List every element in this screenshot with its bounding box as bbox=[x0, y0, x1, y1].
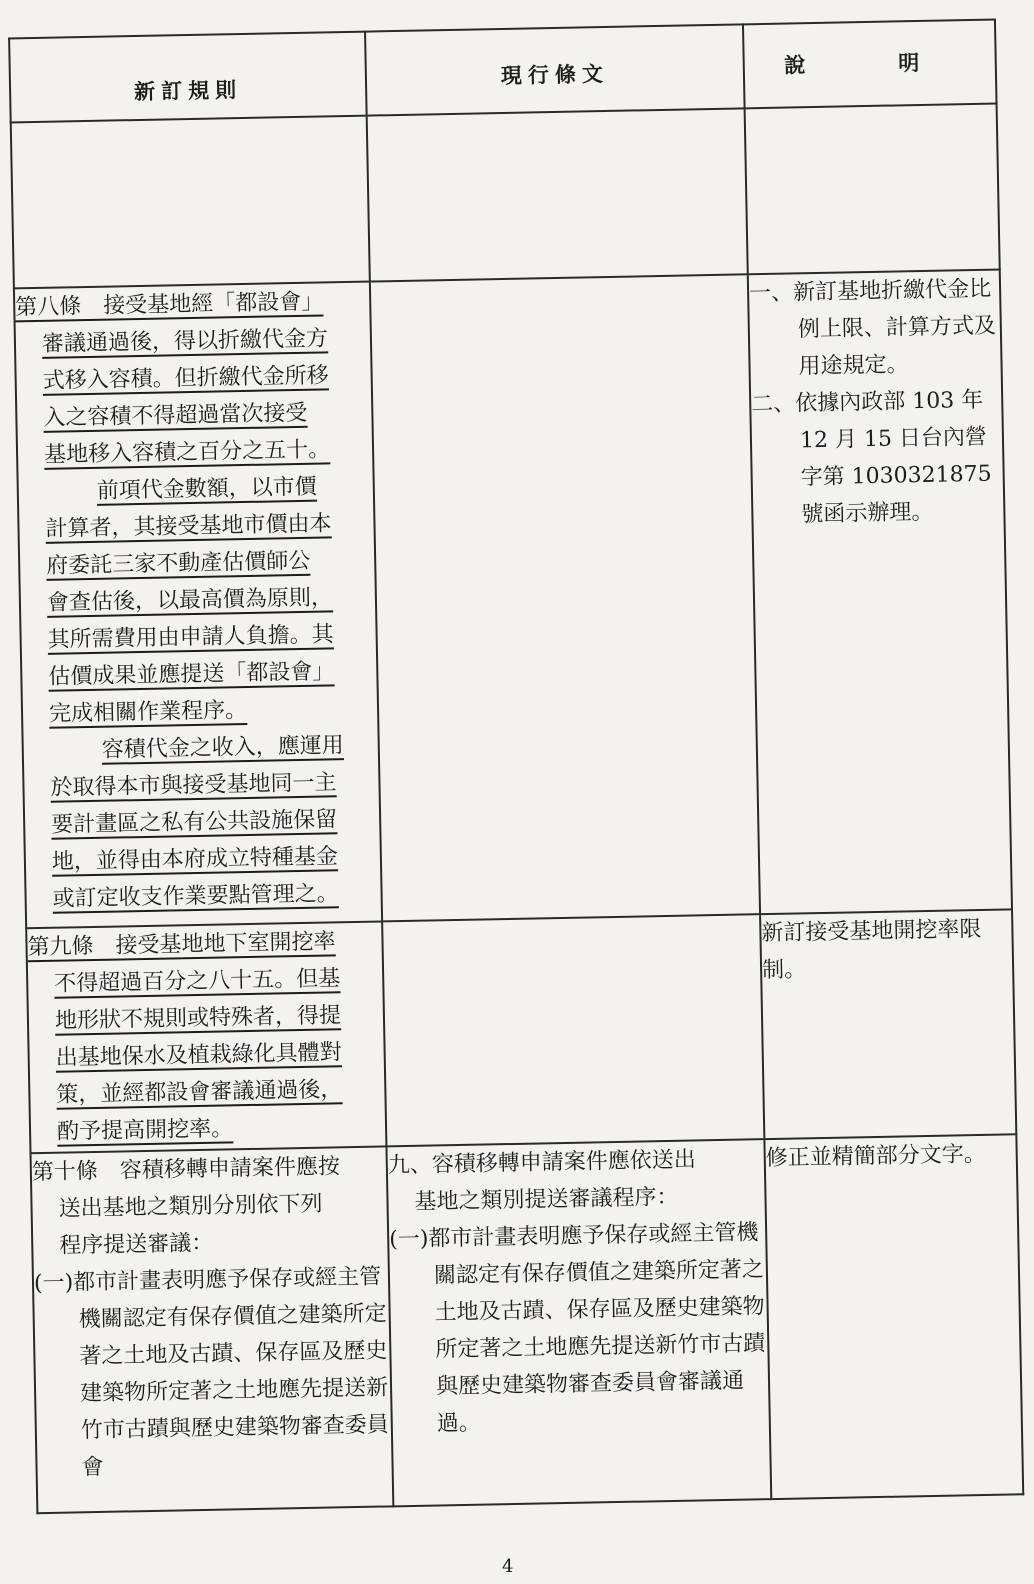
table-row-article-10 bbox=[31, 1134, 1024, 1513]
table-row-article-9 bbox=[26, 909, 1016, 1153]
article-8-notes: 一、新訂基地折繳代金比例上限、計算方式及用途規定。 二、依據內政部 103 年 12 月 15 日台內營字第 1030321875 號函示辦理。 bbox=[748, 269, 1012, 914]
article-8-current bbox=[370, 274, 760, 921]
document-sheet bbox=[8, 19, 1023, 1558]
article-10-new: 第十條 容積移轉申請案件應按 送出基地之類別分別依下列 程序提送審議： (一)都市計畫表明應予保存或經主管機關認定有保存價值之建築所定著之土地及古蹟、保存區及歷史建築物所定著之土地應先提送新竹市古蹟與歷史建築物審查委員會 bbox=[31, 1146, 394, 1513]
header-current: 現行條文 bbox=[365, 24, 745, 115]
article-9-note: 新訂接受基地開挖率限制。 bbox=[760, 909, 1016, 1139]
page-number: 4 bbox=[502, 1556, 514, 1577]
regulation-comparison-table bbox=[8, 18, 1024, 1514]
article-9-current bbox=[382, 914, 764, 1146]
article-8-new: 第八條 接受基地經「都設會」 審議通過後，得以折繳代金方 式移入容積。但折繳代金所移 入之容積不得超過當次接受 基地移入容積之百分之五十。 前項代金數額，以市價 計算者，其接受基地市價由本 府委託三家不動產估價師公 會查估後，以最高價為原則， 其所需費用由申請人負擔。其 估價成果並應提送「都設會」 完成相關作業程序。 容積代金之收入，應運用 於取得本市與接受基地同一主 要計畫區之私有公共設施保留 地，並得由本府成立特種基金 或訂定收支作業要點管理之。 bbox=[14, 282, 382, 929]
article-10-current: 九、容積移轉申請案件應依送出 基地之類別提送審議程序： (一)都市計畫表明應予保存或經主管機關認定有保存價值之建築所定著之土地及古蹟、保存區及歷史建築物所定著之土地應先提送新竹市古蹟與歷史建築物審查委員會審議通過。 bbox=[386, 1139, 771, 1506]
header-new-rule: 新訂規則 bbox=[9, 32, 367, 123]
article-9-new: 第九條 接受基地地下室開挖率 不得超過百分之八十五。但基 地形狀不規則或特殊者，得提 出基地保水及植栽綠化具體對 策，並經都設會審議通過後， 酌予提高開挖率。 bbox=[26, 921, 386, 1153]
blank-row bbox=[11, 104, 1000, 289]
table-row-article-8 bbox=[14, 269, 1012, 928]
header-explain: 說 明 bbox=[743, 20, 997, 109]
article-10-note: 修正並精簡部分文字。 bbox=[764, 1134, 1023, 1499]
